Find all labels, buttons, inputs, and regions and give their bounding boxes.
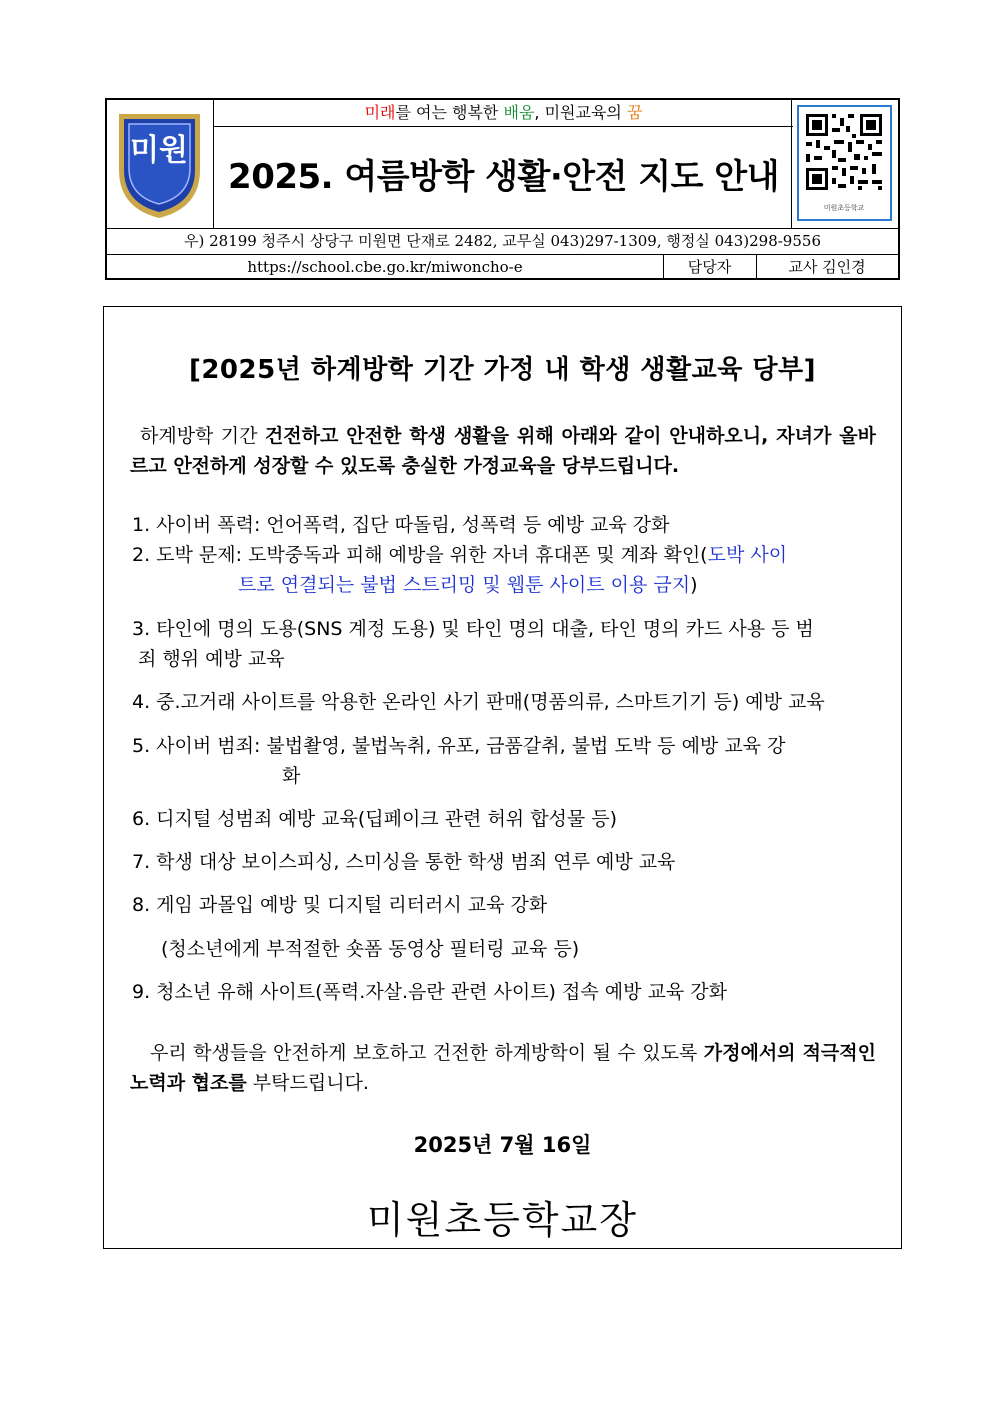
list-item [132,540,892,600]
list-item: 4. 중.고거래 사이트를 악용한 온라인 사기 판매(명품의류, 스마트기기 등) 예방 교육 [132,691,825,713]
list-item-text: 5. 사이버 범죄: 불법촬영, 불법녹취, 유포, 금품갈취, 불법 도박 등 예방 교육 강 [132,735,786,757]
list-item: 1. 사이버 폭력: 언어폭력, 집단 따돌림, 성폭력 등 예방 교육 강화 [132,514,670,536]
closing-paragraph [130,1038,876,1098]
list-item-continuation: (청소년에게 부적절한 숏폼 동영상 필터링 교육 등) [161,938,580,960]
list-item-warning: 트로 연결되는 불법 스트리밍 및 웹툰 사이트 이용 금지 [238,574,691,596]
slogan-part: 배움 [503,103,535,122]
notice-date: 2025년 7월 16일 [413,1133,592,1157]
contact-row [107,255,898,280]
school-slogan [214,100,793,127]
document-title: 2025. 여름방학 생활·안전 지도 안내 [228,157,779,197]
principal-signature: 미원초등학교장 [367,1198,638,1242]
list-item: 8. 게임 과몰입 예방 및 디지털 리터러시 교육 강화 [132,894,548,916]
list-item: 6. 디지털 성범죄 예방 교육(딥페이크 관련 허위 합성물 등) [132,808,618,830]
school-url[interactable]: https://school.cbe.go.kr/miwoncho-e [107,255,664,280]
list-item-text: 2. 도박 문제: 도박중독과 피해 예방을 위한 자녀 휴대폰 및 계좌 확인( [132,544,708,566]
qr-cell [791,100,898,228]
notice-box [103,306,902,1249]
list-item-continuation: 죄 행위 예방 교육 [138,648,285,670]
qr-caption: 미원초등학교 [823,204,865,212]
school-logo-cell [107,100,214,228]
teacher-name: 교사 김인경 [788,258,866,276]
list-item-text: 3. 타인에 명의 도용(SNS 계정 도용) 및 타인 명의 대출, 타인 명의 카드 사용 등 범 [132,618,814,640]
slogan-part: , 미원교육의 [534,103,627,122]
slogan-part: 꿈 [626,103,643,122]
school-emblem-icon [107,100,212,226]
list-item: 9. 청소년 유해 사이트(폭력.자살.음란 관련 사이트) 접속 예방 교육 강화 [132,981,727,1003]
list-item [132,614,892,674]
list-item: 7. 학생 대상 보이스피싱, 스미싱을 통한 학생 범죄 연루 예방 교육 [132,851,676,873]
school-address: 우) 28199 청주시 상당구 미원면 단재로 2482, 교무실 043)297-1309, 행정실 043)298-9556 [107,228,898,255]
closing-plain: 우리 학생들을 안전하게 보호하고 건전한 하계방학이 될 수 있도록 [150,1042,704,1064]
intro-paragraph [130,421,876,481]
list-item-warning: 도박 사이 [707,544,788,566]
intro-bold: 건전하고 안전한 학생 생활을 위해 아래와 같이 안내하오니, 자녀가 올바르고 안전하게 성장할 수 있도록 충실한 가정교육을 당부드립니다. [130,425,876,477]
list-item-continuation: 화 [282,765,301,787]
closing-bold: 가정에서의 적극적인 노력과 협조를 [130,1042,876,1094]
intro-plain: 하계방학 기간 [140,425,265,447]
closing-tail: 부탁드립니다. [246,1072,369,1094]
logo-text: 미원 [130,133,188,168]
slogan-part: 미래 [364,103,396,122]
qr-code-icon[interactable] [792,100,897,226]
list-item [132,731,892,791]
slogan-part: 를 여는 행복한 [395,103,504,122]
manager-label: 담당자 [663,255,757,280]
notice-heading: [2025년 하계방학 기간 가정 내 학생 생활교육 당부] [188,355,817,385]
list-item-text: ) [690,574,698,596]
document-header [105,98,900,280]
